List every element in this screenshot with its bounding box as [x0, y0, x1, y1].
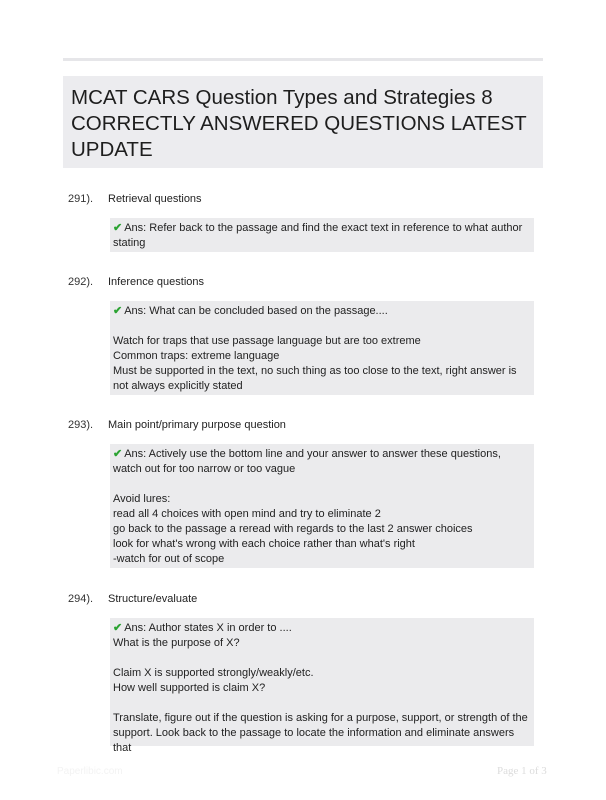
answer-box — [110, 444, 534, 568]
answer-line: -watch for out of scope — [113, 553, 225, 565]
answer-line: Ans: What can be concluded based on the passage.... — [124, 305, 388, 317]
page-title: MCAT CARS Question Types and Strategies 8 CORRECTLY ANSWERED QUESTIONS LATEST UPDATE — [71, 86, 527, 161]
check-icon: ✔ — [113, 622, 123, 634]
question-text: Structure/evaluate — [108, 593, 198, 605]
answer-line: look for what's wrong with each choice rather than what's right — [113, 538, 415, 550]
question-number: 291). — [68, 193, 94, 205]
question-text: Retrieval questions — [108, 193, 202, 205]
answer-line: Ans: Refer back to the passage and find the exact text in reference to what author stating — [113, 222, 523, 249]
question-text: Inference questions — [108, 276, 205, 288]
answer-line: Ans: Actively use the bottom line and your answer to answer these questions, watch out for too narrow or too vague — [113, 448, 501, 475]
footer-site: Paperlibic.com — [57, 766, 123, 777]
answer-line — [113, 319, 531, 334]
answer-line: Avoid lures: — [113, 493, 171, 505]
check-icon: ✔ — [113, 222, 123, 234]
page-indicator: Page 1 of 3 — [497, 765, 547, 777]
answer-box — [110, 218, 534, 252]
answer-line: Common traps: extreme language — [113, 350, 280, 362]
answer-line: read all 4 choices with open mind and try to eliminate 2 — [113, 508, 381, 520]
answer-line: go back to the passage a reread with regards to the last 2 answer choices — [113, 523, 473, 535]
question-number: 294). — [68, 593, 94, 605]
answer-line: Ans: Author states X in order to .... — [124, 622, 292, 634]
answer-line: Must be supported in the text, no such thing as too close to the text, right answer is not always explicitly stated — [113, 365, 517, 392]
answer-line: Translate, figure out if the question is asking for a purpose, support, or strength of the support. Look back to the passage to locate the information and eliminate answers that — [113, 712, 528, 754]
check-icon: ✔ — [113, 305, 123, 317]
answer-line — [113, 651, 531, 666]
answer-line: What is the purpose of X? — [113, 637, 240, 649]
answer-box — [110, 618, 534, 754]
answer-line — [113, 696, 531, 711]
answer-box — [110, 301, 534, 395]
question-number: 292). — [68, 276, 94, 288]
answer-line: Watch for traps that use passage language but are too extreme — [113, 335, 421, 347]
title-banner — [63, 76, 543, 168]
answer-line: How well supported is claim X? — [113, 682, 266, 694]
top-divider — [63, 58, 543, 61]
question-number: 293). — [68, 419, 94, 431]
check-icon: ✔ — [113, 448, 123, 460]
answer-line — [113, 477, 531, 492]
answer-line: Claim X is supported strongly/weakly/etc. — [113, 667, 314, 679]
question-text: Main point/primary purpose question — [108, 419, 286, 431]
